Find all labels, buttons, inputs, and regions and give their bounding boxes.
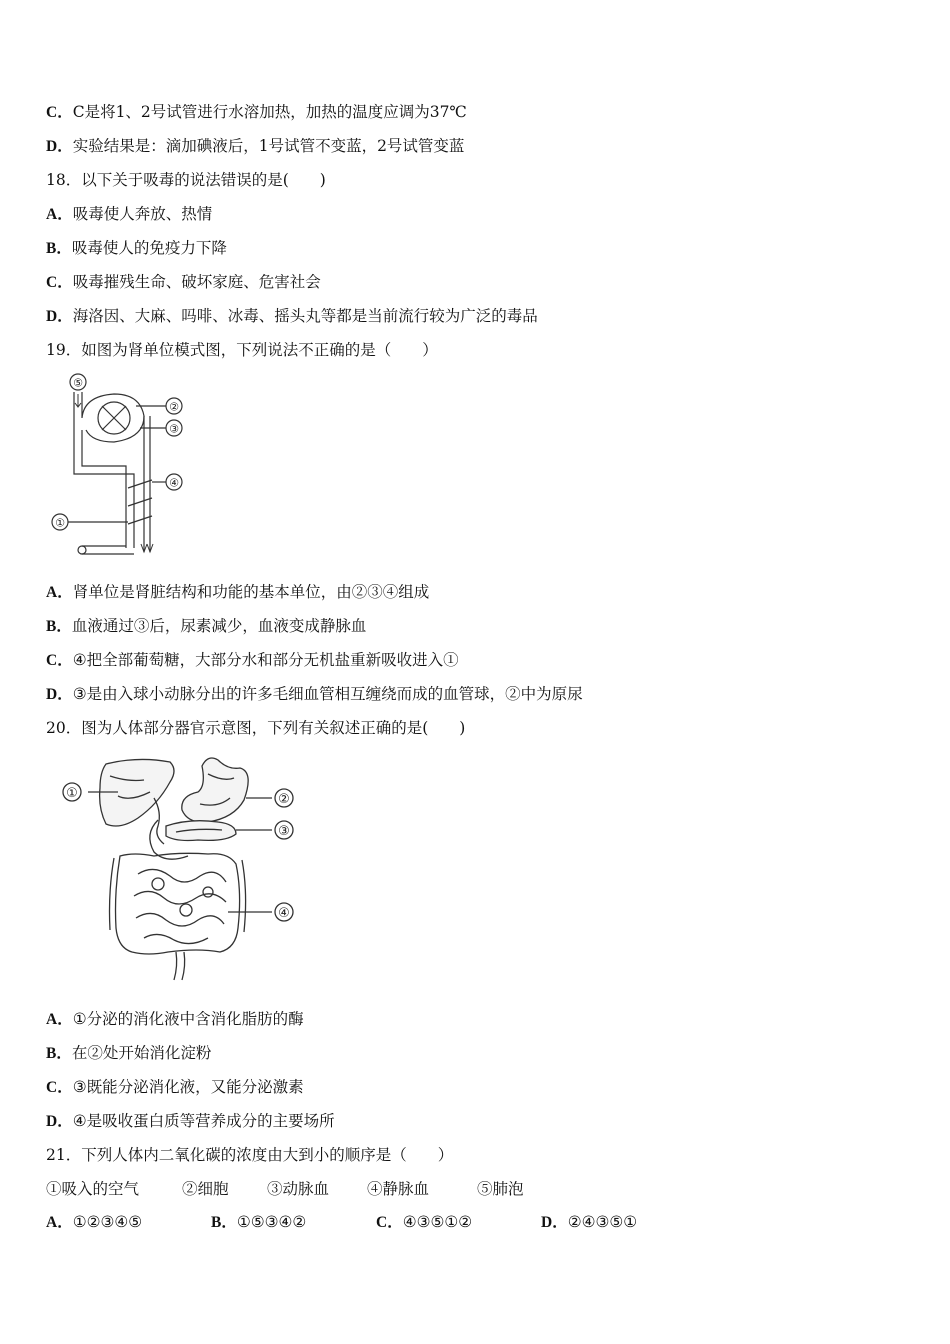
option-letter: D． — [46, 308, 73, 325]
q18-stem: 18．以下关于吸毒的说法错误的是( ) — [46, 171, 326, 189]
option-text: ④③⑤①② — [402, 1213, 473, 1231]
option-text: 吸毒使人奔放、热情 — [72, 205, 213, 223]
option-text: ③既能分泌消化液，又能分泌激素 — [72, 1078, 304, 1096]
q19-option-b — [46, 616, 366, 637]
q21-option-c — [376, 1212, 541, 1233]
option-text: 实验结果是：滴加碘液后，1号试管不变蓝，2号试管变蓝 — [72, 137, 465, 155]
q21-stem: 21．下列人体内二氧化碳的浓度由大到小的顺序是（ ） — [46, 1146, 454, 1164]
q21-option-a — [46, 1212, 211, 1233]
figure-label-3: ③ — [278, 824, 290, 839]
digestive-figure — [58, 752, 308, 984]
q21-item: ①吸入的空气 — [46, 1180, 140, 1198]
q21-option-b — [211, 1212, 376, 1233]
option-text: ①分泌的消化液中含消化脂肪的酶 — [72, 1010, 304, 1028]
option-letter: A． — [46, 1214, 73, 1231]
figure-label-2: ② — [169, 400, 179, 414]
figure-label-4: ④ — [169, 476, 179, 490]
figure-label-1: ① — [66, 786, 78, 801]
q21-item: ②细胞 — [182, 1180, 229, 1198]
option-text: ②④③⑤① — [567, 1213, 638, 1231]
option-letter: D． — [541, 1214, 568, 1231]
q17-option-d — [46, 136, 464, 157]
option-text: C是将1、2号试管进行水溶加热，加热的温度应调为37℃ — [72, 103, 467, 121]
figure-label-3: ③ — [169, 422, 179, 436]
q21-items — [46, 1179, 524, 1199]
option-text: ④是吸收蛋白质等营养成分的主要场所 — [72, 1112, 335, 1130]
q20-option-d — [46, 1111, 335, 1132]
option-letter: B． — [211, 1214, 237, 1231]
option-text: ③是由入球小动脉分出的许多毛细血管相互缠绕而成的血管球，②中为原尿 — [72, 685, 583, 703]
digestive-diagram — [58, 752, 308, 984]
option-text: ④把全部葡萄糖，大部分水和部分无机盐重新吸收进入① — [72, 651, 459, 669]
option-letter: B． — [46, 618, 72, 635]
q20-option-b — [46, 1043, 211, 1064]
option-text: ①⑤③④② — [236, 1213, 307, 1231]
option-text: 在②处开始消化淀粉 — [71, 1044, 212, 1062]
nephron-diagram — [44, 368, 204, 564]
nephron-figure — [44, 368, 204, 564]
option-text: 吸毒使人的免疫力下降 — [71, 239, 227, 257]
q21-item: ③动脉血 — [267, 1180, 330, 1198]
q21-item: ④静脉血 — [367, 1180, 430, 1198]
option-letter: A． — [46, 584, 73, 601]
q17-option-c — [46, 102, 467, 123]
q20-stem: 20．图为人体部分器官示意图，下列有关叙述正确的是( ) — [46, 719, 466, 737]
option-letter: D． — [46, 138, 73, 155]
q19-option-a — [46, 582, 429, 603]
option-letter: C． — [46, 652, 73, 669]
figure-label-4: ④ — [278, 906, 290, 921]
option-letter: C． — [46, 104, 73, 121]
option-text: 肾单位是肾脏结构和功能的基本单位，由②③④组成 — [72, 583, 430, 601]
q21-options — [46, 1212, 637, 1233]
q18-option-b — [46, 238, 227, 259]
option-letter: C． — [46, 1079, 73, 1096]
q20-option-a — [46, 1009, 304, 1030]
option-letter: A． — [46, 206, 73, 223]
option-letter: B． — [46, 1045, 72, 1062]
figure-label-1: ① — [55, 516, 65, 530]
option-letter: B． — [46, 240, 72, 257]
q20-option-c — [46, 1077, 304, 1098]
option-letter: D． — [46, 1113, 73, 1130]
option-text: 海洛因、大麻、吗啡、冰毒、摇头丸等都是当前流行较为广泛的毒品 — [72, 307, 538, 325]
figure-label-5: ⑤ — [73, 376, 83, 390]
figure-label-2: ② — [278, 792, 290, 807]
option-letter: C． — [376, 1214, 403, 1231]
option-text: 血液通过③后，尿素减少，血液变成静脉血 — [71, 617, 367, 635]
q21-item: ⑤肺泡 — [477, 1180, 524, 1198]
q21-option-d — [541, 1212, 637, 1233]
option-letter: D． — [46, 686, 73, 703]
option-letter: C． — [46, 274, 73, 291]
option-text: 吸毒摧残生命、破坏家庭、危害社会 — [72, 273, 321, 291]
q18-option-d — [46, 306, 538, 327]
q19-option-c — [46, 650, 459, 671]
q19-option-d — [46, 684, 583, 705]
option-text: ①②③④⑤ — [72, 1213, 143, 1231]
q18-option-a — [46, 204, 212, 225]
q18-option-c — [46, 272, 321, 293]
option-letter: A． — [46, 1011, 73, 1028]
q19-stem: 19．如图为肾单位模式图，下列说法不正确的是（ ） — [46, 341, 438, 359]
